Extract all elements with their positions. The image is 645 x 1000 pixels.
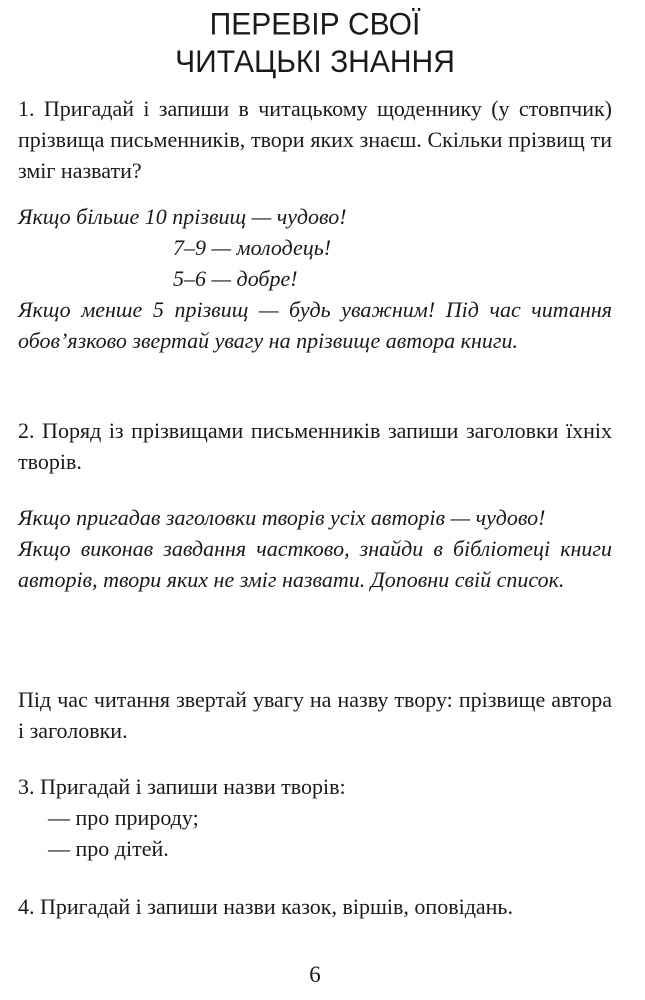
task-2-question: 2. Поряд із прізвищами письменників запиши заголовки їхніх творів. [18, 418, 612, 474]
textbook-page [18, 0, 612, 1000]
task-1-eval-line-3: 5–6 — добре! [173, 266, 298, 291]
task-1-eval-line-4: Якщо менше 5 прізвищ — будь уважним! Під час читання обов’язково звертай увагу на прізвище автора книги. [18, 297, 612, 353]
task-3-item-children: — про дітей. [48, 836, 169, 861]
task-1-eval-line-1: Якщо більше 10 прізвищ — чудово! [18, 204, 347, 229]
reading-note: Під час читання звертай увагу на назву твору: прізвище автора і заголовки. [18, 687, 612, 743]
page-title-line-2: ЧИТАЦЬКІ ЗНАННЯ [175, 44, 455, 80]
task-3-question: 3. Пригадай і запиши назви творів: [18, 774, 346, 799]
task-2-eval-line-2: Якщо виконав завдання частково, знайди в бібліотеці книги авторів, твори яких не зміг назвати. Доповни свій список. [18, 536, 612, 592]
task-3 [18, 771, 612, 864]
task-2-evaluation [18, 502, 612, 595]
task-4-question: 4. Пригадай і запиши назви казок, віршів, оповідань. [18, 894, 513, 919]
page-number: 6 [309, 962, 321, 987]
page-title-line-1: ПЕРЕВІР СВОЇ [209, 7, 421, 42]
task-1-eval-line-2: 7–9 — молодець! [173, 235, 332, 260]
task-2-eval-line-1: Якщо пригадав заголовки творів усіх авторів — чудово! [18, 505, 546, 530]
task-1-question: 1. Пригадай і запиши в читацькому щоденнику (у стовпчик) прізвища письменників, твори яких знаєш. Скільки прізвищ ти зміг назвати? [18, 96, 612, 183]
page-title [18, 6, 612, 82]
task-1-evaluation [18, 201, 612, 356]
task-3-item-nature: — про природу; [48, 805, 199, 830]
